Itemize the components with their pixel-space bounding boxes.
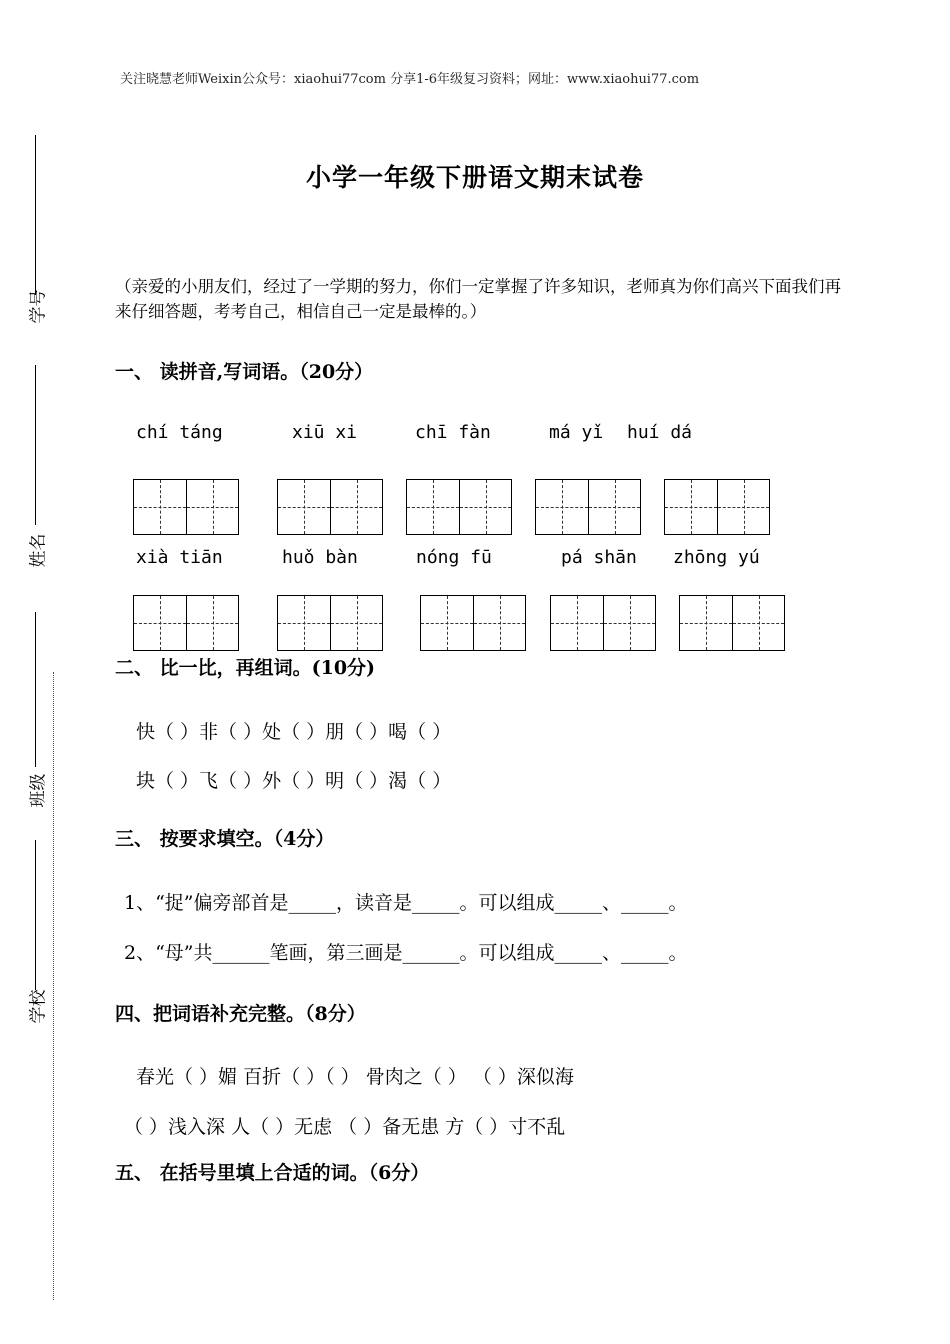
side-label-class: 班级 [28, 773, 49, 808]
question-3-2: 2、“母”共______笔画，第三画是______。可以组成_____、_____。 [124, 942, 688, 964]
compare-line-2: 块（ ）飞（ ）外（ ）明（ ）渴（ ） [136, 770, 452, 792]
pinyin-1: chí táng [136, 422, 223, 443]
side-line-class [35, 612, 36, 767]
pinyin-10: zhōng yú [673, 547, 760, 568]
pinyin-4: má yǐ [549, 422, 604, 443]
side-line-student-number [35, 135, 36, 295]
pinyin-2: xiū xi [292, 422, 358, 443]
pinyin-6: xià tiān [136, 547, 223, 568]
intro-text: （亲爱的小朋友们，经过了一学期的努力，你们一定掌握了许多知识，老师真为你们高兴下面我们再来仔细答题，考考自己，相信自己一定是最棒的。） [115, 277, 841, 321]
pinyin-8: nóng fū [416, 547, 492, 568]
side-label-name: 姓名 [28, 533, 49, 568]
side-line-school [35, 840, 36, 990]
writing-grid[interactable] [133, 479, 239, 535]
question-3-1: 1、“捉”偏旁部首是_____，读音是_____。可以组成_____、_____。 [124, 892, 688, 914]
page-title: 小学一年级下册语文期末试卷 [305, 163, 644, 192]
writing-grid[interactable] [406, 479, 512, 535]
writing-grid[interactable] [277, 595, 383, 651]
writing-grid[interactable] [277, 479, 383, 535]
writing-grid[interactable] [535, 479, 641, 535]
idiom-line-2: （ ）浅入深 人（ ）无虑 （ ）备无患 方（ ）寸不乱 [124, 1116, 566, 1138]
pinyin-7: huǒ bàn [282, 547, 358, 568]
pinyin-3: chī fàn [415, 422, 491, 443]
writing-grid[interactable] [550, 595, 656, 651]
side-label-school: 学校 [28, 989, 49, 1024]
compare-line-1: 快（ ）非（ ）处（ ）朋（ ）喝（ ） [136, 721, 452, 743]
binding-dotted-line [53, 672, 54, 1300]
writing-grid[interactable] [679, 595, 785, 651]
writing-grid[interactable] [133, 595, 239, 651]
section-4-heading: 四、把词语补充完整。（8分） [115, 1003, 366, 1025]
section-3-heading: 三、 按要求填空。（4分） [115, 828, 335, 850]
section-2-heading: 二、 比一比，再组词。(10分) [115, 657, 376, 679]
idiom-line-1: 春光（ ）媚 百折（ ）（ ） 骨肉之（ ） （ ）深似海 [136, 1066, 574, 1088]
writing-grid[interactable] [420, 595, 526, 651]
section-5-heading: 五、 在括号里填上合适的词。（6分） [115, 1162, 430, 1184]
page-header: 关注晓慧老师Weixin公众号：xiaohui77com 分享1-6年级复习资料；网址：www.xiaohui77.com [120, 72, 700, 87]
side-label-student-number: 学号 [28, 289, 49, 324]
section-1-heading: 一、 读拼音,写词语。（20分） [115, 361, 374, 383]
side-line-name [35, 365, 36, 525]
pinyin-9: pá shān [561, 547, 637, 568]
pinyin-5: huí dá [627, 422, 693, 443]
writing-grid[interactable] [664, 479, 770, 535]
